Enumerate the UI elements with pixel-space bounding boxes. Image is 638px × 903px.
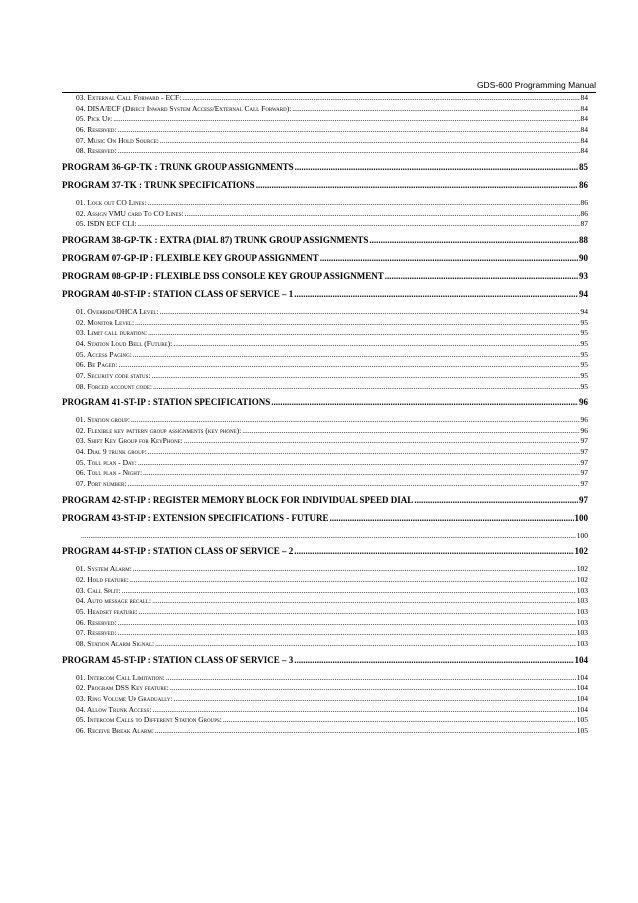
dot-leader [185,209,580,220]
toc-page-number: 102 [576,564,588,574]
toc-entry-label: 07. Music On Hold Source: [76,135,159,145]
toc-entry[interactable] [62,564,588,575]
toc-entry-label: 06. Reserved: [76,617,117,627]
toc-entry[interactable] [62,726,588,737]
toc-entry[interactable] [62,683,588,694]
dot-leader [81,531,576,542]
toc-entry-label: 01. System Alarm: [76,564,132,574]
manual-title: GDS-600 Programming Manual [476,80,596,90]
toc-entry-label: 08. Station Alarm Signal: [76,639,155,648]
toc-entry[interactable] [62,339,588,350]
dot-leader [117,618,575,629]
toc-page-number: 103 [576,596,588,606]
toc-entry-label: 01. Override/OHCA Level: [76,306,159,316]
toc-page-number: 105 [576,725,588,735]
dot-leader [133,564,576,575]
toc-entry-label: 05. Pick Up: [76,114,113,124]
toc-page-number: 84 [580,114,588,124]
toc-page-number: 90 [579,252,588,263]
toc-entry[interactable] [62,705,588,716]
toc-entry-label: 02. Monitor Level: [76,317,135,327]
toc-entry[interactable] [62,104,588,115]
toc-entry-label: 02. Assign VMU card To CO Lines: [76,208,184,218]
toc-entry-label: PROGRAM 08-GP-IP : FLEXIBLE DSS CONSOLE KEY GROUP ASSIGNMENT [62,270,384,281]
toc-entry[interactable] [62,575,588,586]
toc-page-number: 100 [574,512,588,523]
toc-entry-label: 05. ISDN ECF CLI: [76,219,137,229]
toc-page-number: 102 [576,575,588,585]
toc-entry-label: 04. Station Loud Bell (Future): [76,338,173,348]
toc-entry-label: 04. Dial 9 trunk group: [76,447,147,457]
toc-page-number: 104 [576,683,588,693]
toc-entry-label: PROGRAM 38-GP-TK : EXTRA (DIAL 87) TRUNK GROUP ASSIGNMENTS [62,234,369,245]
toc-entry-label: PROGRAM 40-ST-IP : STATION CLASS OF SERVICE – 1 [62,288,294,299]
toc-entry-label: PROGRAM 41-ST-IP : STATION SPECIFICATIONS [62,397,271,408]
toc-entry[interactable] [62,328,588,339]
toc-entry-label: 01. Intercom Call Limitation: [76,672,165,682]
toc-entry-label: 04. Allow Trunk Access: [76,704,152,714]
toc-page-number: 84 [580,124,588,134]
toc-entry[interactable] [62,219,588,230]
toc-page-number: 96 [579,397,588,408]
toc-entry-label: 03. Limit call duration: [76,328,148,338]
toc-entry[interactable] [62,694,588,705]
toc-section-heading[interactable] [62,180,588,191]
toc-page-number: 95 [580,381,588,391]
toc-entry-label: 05. Intercom Calls to Different Station Groups: [76,715,222,725]
dot-leader [223,715,576,726]
toc-page-number: 103 [576,585,588,595]
toc-entry[interactable] [62,136,588,147]
page-header [62,80,596,93]
toc-page-number: 103 [576,617,588,627]
table-of-contents [62,93,588,737]
dot-leader [320,253,578,264]
dot-leader [130,575,576,586]
toc-entry[interactable] [62,350,588,361]
toc-entry[interactable] [62,715,588,726]
toc-page-number: 86 [580,197,588,207]
toc-entry-label: 01. Station group: [76,415,130,425]
toc-entry[interactable] [62,415,588,426]
toc-page-number: 84 [580,146,588,156]
toc-page-number: 84 [580,135,588,145]
toc-page-number: 84 [580,103,588,113]
toc-page-number: 102 [574,546,588,557]
toc-entry[interactable] [62,586,588,597]
toc-entry[interactable] [62,479,588,490]
toc-entry[interactable] [62,639,588,650]
dot-leader [369,235,578,246]
toc-entry-label: PROGRAM 42-ST-IP : REGISTER MEMORY BLOCK FOR INDIVIDUAL SPEED DIAL [62,494,414,505]
toc-entry-label: PROGRAM 37-TK : TRUNK SPECIFICATIONS [62,179,255,190]
toc-page-number: 96 [580,415,588,425]
dot-leader [117,125,579,136]
toc-entry[interactable] [62,607,588,618]
toc-page-number: 97 [580,479,588,489]
dot-leader [147,198,579,209]
toc-entry-label: 02. Hold feature: [76,575,129,585]
toc-section-heading[interactable] [62,655,588,666]
toc-entry-label: 02. Program DSS Key feature: [76,683,169,693]
toc-entry[interactable] [62,93,588,104]
dot-leader [182,93,579,104]
dot-leader [117,146,579,157]
toc-entry-label: PROGRAM 45-ST-IP : STATION CLASS OF SERVICE – 3 [62,654,294,665]
dot-leader [137,219,579,230]
dot-leader [170,683,576,694]
dot-leader [160,307,580,318]
toc-entry-label: 06. Receive Break Alarm: [76,725,154,735]
toc-page-number: 95 [580,338,588,348]
toc-page-number: 94 [579,288,588,299]
toc-entry-label: PROGRAM 07-GP-IP : FLEXIBLE KEY GROUP ASSIGNMENT [62,252,319,263]
toc-entry-label: 08. Reserved: [76,146,117,156]
toc-page-number: 87 [580,219,588,229]
toc-entry[interactable] [62,114,588,125]
toc-page-number: 95 [580,349,588,359]
dot-leader [414,495,578,506]
toc-entry-label: 08. Forced account code: [76,381,152,391]
dot-leader [143,468,579,479]
toc-entry-label: 06. Be Paged: [76,360,118,370]
dot-leader [174,694,576,705]
toc-entry[interactable] [62,468,588,479]
dot-leader [113,114,579,125]
toc-entry[interactable] [62,673,588,684]
toc-entry-label: 02. Flexible key pattern group assignments (key phone): [76,425,242,435]
dot-leader [184,436,580,447]
toc-entry[interactable] [62,531,588,542]
toc-entry[interactable] [62,360,588,371]
toc-entry[interactable] [62,318,588,329]
toc-page-number: 103 [576,639,588,648]
toc-page-number: 100 [576,530,588,540]
dot-leader [138,458,580,469]
toc-entry-label: 05. Toll plan - Day: [76,457,137,467]
toc-entry[interactable] [62,426,588,437]
toc-section-heading[interactable] [62,289,588,300]
dot-leader [118,360,579,371]
toc-page-number: 96 [580,425,588,435]
toc-entry[interactable] [62,618,588,629]
toc-entry-label: PROGRAM 36-GP-TK : TRUNK GROUP ASSIGNMENTS [62,161,294,172]
toc-entry-label: 01. Lock out CO Lines: [76,197,147,207]
toc-entry[interactable] [62,628,588,639]
dot-leader [294,546,573,557]
toc-entry-label: 07. Security code status: [76,370,151,380]
dot-leader [152,596,576,607]
toc-page-number: 97 [580,457,588,467]
toc-entry-label: 03. External Call Forward - ECF: [76,93,182,102]
dot-leader [139,607,576,618]
dot-leader [135,318,579,329]
dot-leader [117,628,575,639]
toc-page-number: 93 [579,270,588,281]
dot-leader [148,447,580,458]
toc-entry-label: 07. Reserved: [76,628,117,638]
toc-entry-label: 03. Call Split: [76,585,121,595]
toc-section-heading[interactable] [62,546,588,557]
toc-entry-label: 07. Port number: [76,479,127,489]
toc-entry[interactable] [62,596,588,607]
toc-page-number: 97 [580,468,588,478]
toc-page-number: 95 [580,370,588,380]
toc-page-number: 85 [579,161,588,172]
toc-page-number: 105 [576,715,588,725]
dot-leader [295,162,578,173]
dot-leader [122,586,576,597]
toc-page-number: 95 [580,317,588,327]
dot-leader [155,726,576,737]
toc-entry-label: 05. Headset feature: [76,607,138,617]
toc-entry[interactable] [62,382,588,393]
toc-section-heading[interactable] [62,513,588,524]
dot-leader [152,705,575,716]
toc-entry[interactable] [62,458,588,469]
dot-leader [294,289,578,300]
dot-leader [151,371,579,382]
toc-entry[interactable] [62,447,588,458]
toc-entry[interactable] [62,307,588,318]
toc-page-number: 94 [580,306,588,316]
toc-section-heading[interactable] [62,235,588,246]
toc-page-number: 104 [576,672,588,682]
toc-entry[interactable] [62,371,588,382]
toc-page-number: 103 [576,628,588,638]
toc-entry-label: 04. Auto message recall: [76,596,152,606]
toc-entry[interactable] [62,125,588,136]
toc-entry-label: 06. Toll plan - Night: [76,468,143,478]
dot-leader [173,339,579,350]
toc-page-number: 97 [579,494,588,505]
dot-leader [131,415,580,426]
toc-page-number: 97 [580,436,588,446]
toc-entry-label: 03. Shift Key Group for KeyPhone: [76,436,183,446]
dot-leader [292,104,579,115]
toc-entry[interactable] [62,436,588,447]
dot-leader [148,328,579,339]
toc-entry-label: 06. Reserved: [76,124,117,134]
dot-leader [242,426,579,437]
dot-leader [155,639,576,650]
toc-page-number: 104 [576,704,588,714]
toc-page-number: 84 [580,93,588,102]
toc-section-heading[interactable] [62,495,588,506]
toc-page-number: 97 [580,447,588,457]
dot-leader [385,271,578,282]
toc-page-number: 95 [580,360,588,370]
dot-leader [160,136,580,147]
toc-section-heading[interactable] [62,397,588,408]
dot-leader [330,513,574,524]
dot-leader [271,397,578,408]
dot-leader [294,655,573,666]
toc-page-number: 88 [579,234,588,245]
toc-page-number: 104 [574,654,588,665]
dot-leader [166,673,576,684]
toc-section-heading[interactable] [62,271,588,282]
toc-entry[interactable] [62,209,588,220]
dot-leader [153,382,580,393]
toc-entry-label: 04. DISA/ECF (Direct Inward System Access/External Call Forward): [76,103,292,113]
toc-page-number: 86 [580,208,588,218]
toc-section-heading[interactable] [62,253,588,264]
toc-section-heading[interactable] [62,162,588,173]
toc-entry-label: PROGRAM 43-ST-IP : EXTENSION SPECIFICATIONS - FUTURE [62,512,329,523]
toc-page-number: 104 [576,693,588,703]
dot-leader [133,350,580,361]
toc-page-number: 103 [576,607,588,617]
dot-leader [127,479,579,490]
toc-entry-label: PROGRAM 44-ST-IP : STATION CLASS OF SERVICE – 2 [62,546,294,557]
toc-entry-label: 03. Ring Volume Up Gradually: [76,693,173,703]
toc-entry[interactable] [62,146,588,157]
toc-page-number: 86 [579,179,588,190]
toc-entry[interactable] [62,198,588,209]
dot-leader [256,180,578,191]
toc-entry-label: 05. Access Paging: [76,349,132,359]
toc-page-number: 95 [580,328,588,338]
